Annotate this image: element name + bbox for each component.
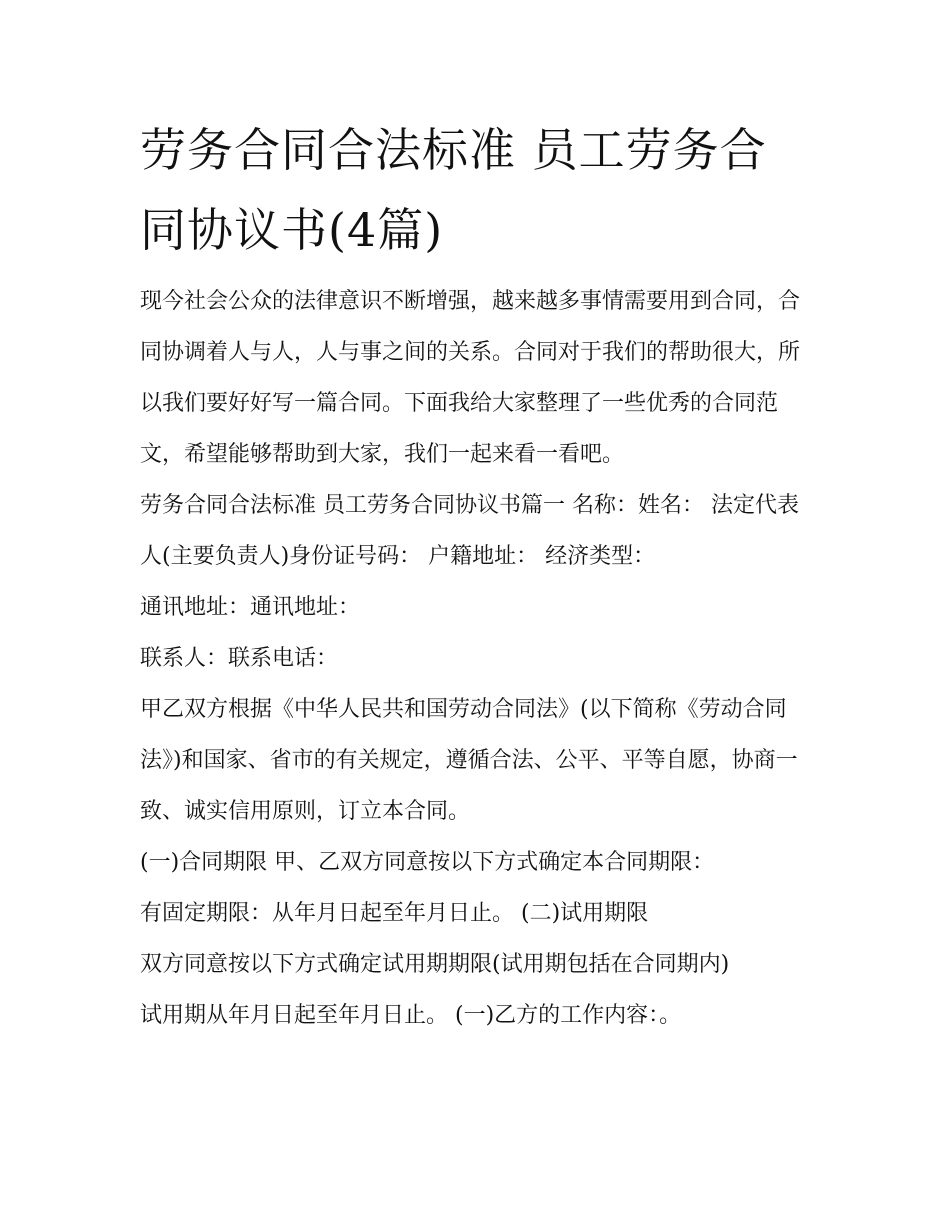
paragraph-contact: 联系人：联系电话： <box>140 646 339 671</box>
paragraph-fixed-term: 有固定期限：从年月日起至年月日止。 (二)试用期限 <box>140 901 649 926</box>
document-title: 劳务合同合法标准 员工劳务合同协议书(4篇) <box>140 123 767 257</box>
paragraph-probation-agreement: 双方同意按以下方式确定试用期期限(试用期包括在合同期内) <box>140 952 730 977</box>
paragraph-parties: 劳务合同合法标准 员工劳务合同协议书篇一 名称：姓名： 法定代表人(主要负责人)身份证号码： 户籍地址： 经济类型： <box>140 493 799 569</box>
paragraph-intro: 现今社会公众的法律意识不断增强，越来越多事情需要用到合同，合同协调着人与人，人与事之间的关系。合同对于我们的帮助很大，所以我们要好好写一篇合同。下面我给大家整理了一些优秀的合同范文，希望能够帮助到大家，我们一起来看一看吧。 <box>140 289 801 467</box>
paragraph-address: 通讯地址：通讯地址： <box>140 595 361 620</box>
paragraph-legal-basis: 甲乙双方根据《中华人民共和国劳动合同法》(以下简称《劳动合同法》)和国家、省市的有关规定，遵循合法、公平、平等自愿，协商一致、诚实信用原则，订立本合同。 <box>140 697 798 824</box>
paragraph-probation-period: 试用期从年月日起至年月日止。 (一)乙方的工作内容：。 <box>140 1003 682 1028</box>
document-body <box>140 276 812 1041</box>
paragraph-contract-term: (一)合同期限 甲、乙双方同意按以下方式确定本合同期限： <box>140 850 715 875</box>
